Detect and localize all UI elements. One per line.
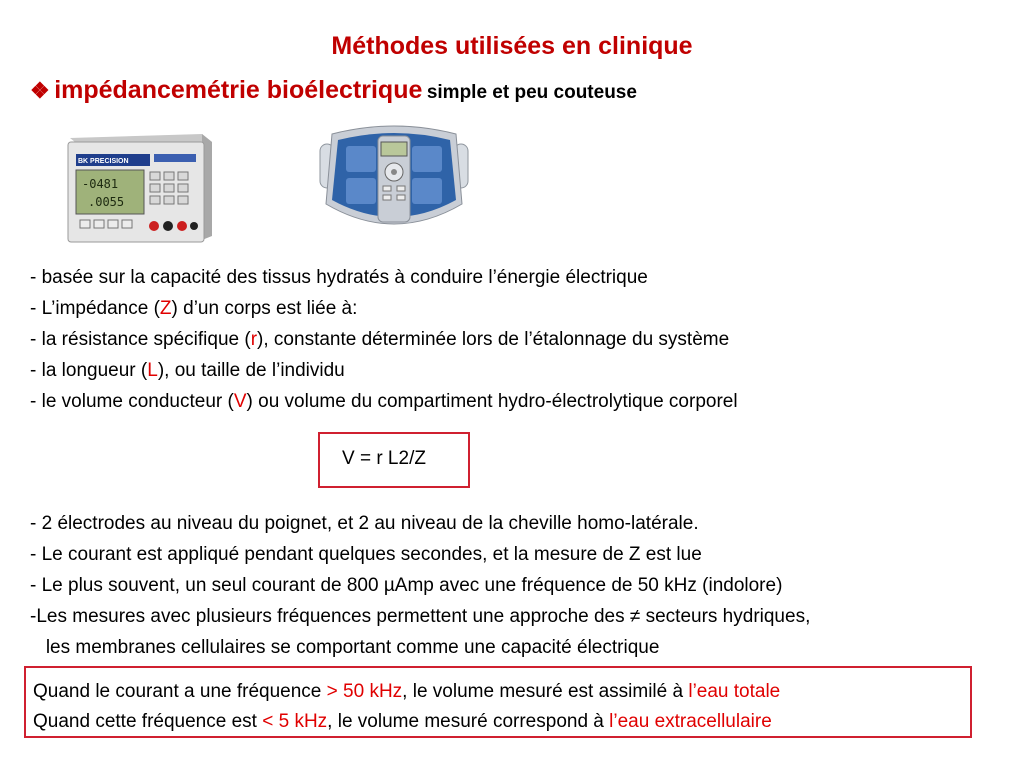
formula-box bbox=[318, 432, 470, 488]
diamond-bullet-icon: ❖ bbox=[30, 78, 50, 103]
method-list bbox=[30, 508, 810, 663]
list-item: - la résistance spécifique (r), constante déterminée lors de l’étalonnage du système bbox=[30, 329, 730, 350]
description-list bbox=[30, 262, 738, 417]
subtitle-main: impédancemétrie bioélectrique bbox=[54, 76, 423, 104]
display-line-2: .0055 bbox=[88, 195, 125, 209]
list-item: - Le courant est appliqué pendant quelques secondes, et la mesure de Z est lue bbox=[30, 544, 702, 565]
summary-line: Quand le courant a une fréquence > 50 kHz, le volume mesuré est assimilé à l’eau totale bbox=[33, 681, 781, 702]
display-line-1: -0481 bbox=[82, 177, 119, 191]
list-item: les membranes cellulaires se comportant comme une capacité électrique bbox=[30, 637, 660, 658]
summary-line: Quand cette fréquence est < 5 kHz, le volume mesuré correspond à l’eau extracellulaire bbox=[33, 711, 772, 732]
list-item: -Les mesures avec plusieurs fréquences permettent une approche des ≠ secteurs hydriques, bbox=[30, 606, 811, 627]
list-item: - 2 électrodes au niveau du poignet, et 2 au niveau de la cheville homo-latérale. bbox=[30, 513, 699, 534]
list-item: - Le plus souvent, un seul courant de 800 µAmp avec une fréquence de 50 kHz (indolore) bbox=[30, 575, 783, 596]
list-item: - le volume conducteur (V) ou volume du compartiment hydro-électrolytique corporel bbox=[30, 391, 738, 412]
subtitle bbox=[30, 76, 637, 105]
slide-title: Méthodes utilisées en clinique bbox=[331, 32, 693, 60]
subtitle-qualifier: simple et peu couteuse bbox=[426, 82, 637, 103]
impedance-meter-image bbox=[62, 128, 214, 246]
list-item: - la longueur (L), ou taille de l’individu bbox=[30, 360, 345, 381]
frequency-summary-box bbox=[24, 666, 972, 738]
list-item: - basée sur la capacité des tissus hydratés à conduire l’énergie électrique bbox=[30, 267, 648, 288]
brand-label: BK PRECISION bbox=[78, 158, 129, 165]
list-item: - L’impédance (Z) d’un corps est liée à: bbox=[30, 298, 358, 319]
body-composition-device-image bbox=[318, 120, 470, 238]
formula-text: V = r L2/Z bbox=[342, 448, 426, 469]
